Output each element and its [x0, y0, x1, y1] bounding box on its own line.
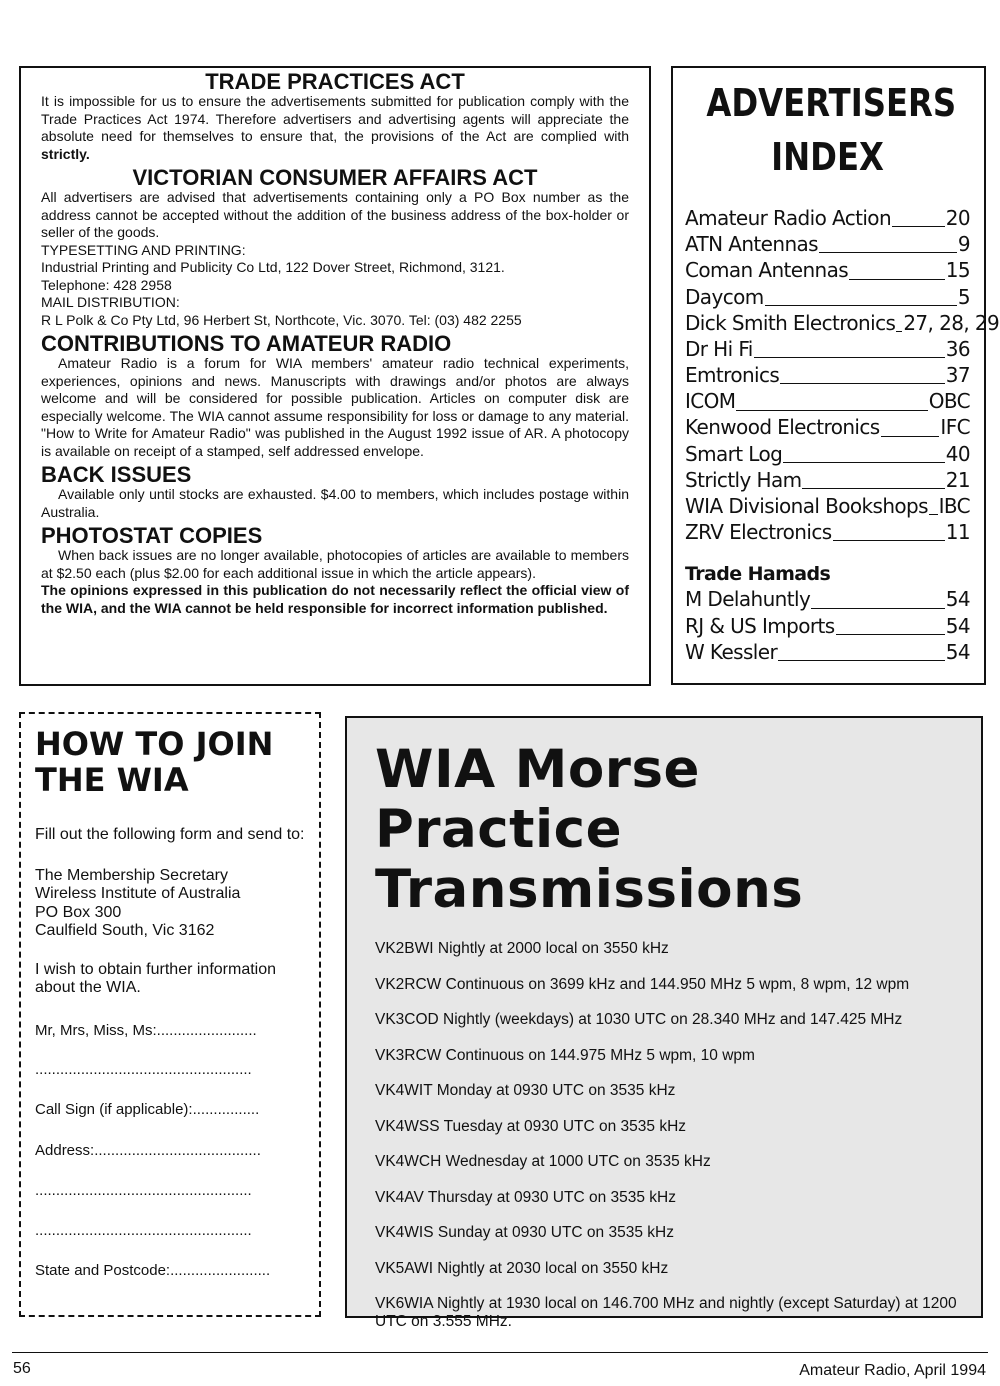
morse-schedule-item: VK4WIT Monday at 0930 UTC on 3535 kHz: [375, 1082, 676, 1099]
advertiser-page: 54: [945, 587, 970, 612]
advertiser-page: 54: [945, 639, 970, 664]
advertiser-row: [685, 205, 970, 231]
publication-name: Amateur Radio, April 1994: [799, 1362, 986, 1379]
page-number: 56: [13, 1360, 31, 1377]
address-line: Wireless Institute of Australia: [35, 885, 241, 902]
advertiser-page: 40: [945, 441, 970, 466]
footer-rule: [12, 1352, 988, 1353]
trade-practices-title: TRADE PRACTICES ACT: [205, 69, 465, 94]
advertiser-row: [685, 284, 970, 310]
address-line: Caulfield South, Vic 3162: [35, 922, 215, 939]
address-line: PO Box 300: [35, 903, 122, 921]
leader-line: [892, 226, 945, 227]
leader-line: [849, 279, 945, 280]
advertiser-row: [685, 467, 970, 493]
advertiser-name: Kenwood Electronics: [685, 415, 880, 440]
address-field-continued[interactable]: ....................................................: [35, 1181, 252, 1199]
advertiser-row: [685, 441, 970, 467]
advertiser-name: W Kessler: [685, 639, 778, 664]
advertiser-name: Dr Hi Fi: [685, 336, 753, 361]
advertiser-row: [685, 639, 970, 665]
state-postcode-field[interactable]: State and Postcode:........................: [35, 1261, 271, 1279]
leader-line: [929, 514, 938, 515]
leader-line: [780, 383, 945, 384]
address-field[interactable]: Address:........................................: [35, 1141, 261, 1159]
morse-schedule-item: VK4WCH Wednesday at 1000 UTC on 3535 kHz: [375, 1153, 711, 1170]
advertisers-title-line1: ADVERTISERS: [706, 81, 957, 125]
advertiser-name: Emtronics: [685, 363, 780, 388]
advertiser-name: ATN Antennas: [685, 232, 818, 257]
join-title-line2: THE WIA: [35, 761, 189, 799]
leader-line: [896, 331, 902, 332]
advertiser-name: Dick Smith Electronics: [685, 310, 896, 335]
photostat-text: When back issues are no longer available, photocopies of articles are available to members at $2.50 each (plus $2.00 for each additional issue in which the article appears).: [41, 547, 629, 581]
typesetting-phone: Telephone: 428 2958: [41, 276, 172, 293]
morse-practice-box: [345, 716, 983, 1330]
leader-line: [881, 436, 940, 437]
advertiser-page: 11: [945, 520, 970, 545]
advertiser-page: 27, 28, 29: [903, 310, 1000, 335]
mail-text: R L Polk & Co Pty Ltd, 96 Herbert St, Northcote, Vic. 3070. Tel: (03) 482 2255: [41, 311, 522, 328]
advertiser-page: IBC: [938, 494, 970, 519]
advertiser-page: 5: [957, 284, 970, 309]
advertiser-page: 54: [945, 613, 970, 638]
leader-line: [736, 410, 927, 411]
leader-line: [754, 357, 945, 358]
join-instruction: Fill out the following form and send to:: [35, 826, 305, 843]
advertiser-page: 37: [945, 363, 970, 388]
advertiser-row: [685, 336, 970, 362]
advertiser-name: Strictly Ham: [685, 467, 802, 492]
advertiser-name: WIA Divisional Bookshops: [685, 494, 928, 519]
disclaimer-text: The opinions expressed in this publication do not necessarily reflect the official view of the WIA, and the WIA cannot be held responsible for incorrect information published.: [41, 582, 629, 616]
leader-line: [778, 660, 945, 661]
leader-line: [765, 305, 957, 306]
advertiser-row: [685, 310, 1000, 336]
morse-schedule-item: VK3COD Nightly (weekdays) at 1030 UTC on 28.340 MHz and 147.425 MHz: [375, 1011, 903, 1028]
advertiser-name: Amateur Radio Action: [685, 205, 892, 230]
advertiser-row: [685, 388, 970, 414]
advertiser-page: IFC: [940, 415, 970, 440]
join-address: [35, 867, 305, 941]
typesetting-text: Industrial Printing and Publicity Co Ltd, 122 Dover Street, Richmond, 3121.: [41, 259, 505, 275]
advertiser-page: OBC: [928, 389, 970, 414]
morse-schedule-item: VK6WIA Nightly at 1930 local on 146.700 MHz and nightly (except Saturday) at 1200 UTC on 3.555 MHz.: [375, 1295, 957, 1330]
mail-heading: MAIL DISTRIBUTION:: [41, 294, 180, 310]
typesetting-heading: TYPESETTING AND PRINTING:: [41, 241, 246, 258]
photostat-title: PHOTOSTAT COPIES: [41, 523, 263, 548]
advertiser-row: [685, 362, 970, 388]
notices-box: [19, 66, 651, 686]
trade-practices-text: [41, 93, 629, 163]
advertiser-name: Smart Log: [685, 441, 783, 466]
trade-hamads-list: [685, 586, 970, 665]
advertisers-index-box: [671, 66, 1000, 685]
back-issues-text: Available only until stocks are exhausted. $4.00 to members, which includes postage within Australia.: [41, 486, 629, 520]
trade-hamads-title: Trade Hamads: [685, 563, 831, 586]
contributions-title: CONTRIBUTIONS TO AMATEUR RADIO: [41, 331, 452, 356]
morse-schedule-item: VK4AV Thursday at 0930 UTC on 3535 kHz: [375, 1188, 676, 1206]
call-sign-field[interactable]: Call Sign (if applicable):................: [35, 1100, 260, 1118]
morse-schedule-item: VK5AWI Nightly at 2030 local on 3550 kHz: [375, 1259, 669, 1277]
consumer-affairs-text: All advertisers are advised that advertisements containing only a PO Box number as the address cannot be accepted without the addition of the business address of the box-holder or seller of the goods.: [41, 189, 629, 240]
advertisers-title-line2: INDEX: [771, 135, 884, 179]
address-line: The Membership Secretary: [35, 866, 228, 884]
advertiser-name: Daycom: [685, 284, 764, 309]
join-info-text: I wish to obtain further information about the WIA.: [35, 960, 277, 996]
advertiser-page: 21: [945, 467, 970, 492]
morse-schedule-item: VK4WSS Tuesday at 0930 UTC on 3535 kHz: [375, 1117, 687, 1135]
advertiser-row: [685, 231, 970, 257]
contributions-text: Amateur Radio is a forum for WIA members' amateur radio technical experiments, experiences, opinions and news. Manuscripts with drawings and/or photos are always welcome and will be considered for possible publication. Articles on computer disk are especially welcome. The WIA cannot assume responsibility for loss or damage to any material. "How to Write for Amateur Radio" was published in the August 1992 issue of AR. A photocopy is available on receipt of a stamped, self addressed envelope.: [41, 355, 629, 459]
leader-line: [836, 634, 945, 635]
advertisers-list: [685, 205, 1000, 545]
advertiser-name: M Delahuntly: [685, 587, 811, 612]
advertiser-row: [685, 493, 970, 519]
join-title-line1: HOW TO JOIN: [35, 725, 274, 763]
advertiser-row: [685, 519, 970, 545]
advertiser-name: Coman Antennas: [685, 258, 849, 283]
how-to-join-box: [19, 712, 321, 1317]
trade-practices-strong: strictly.: [41, 145, 90, 162]
back-issues-title: BACK ISSUES: [41, 462, 192, 487]
address-field-continued[interactable]: ....................................................: [35, 1221, 252, 1239]
advertiser-row: [685, 586, 970, 612]
advertiser-name: RJ & US Imports: [685, 613, 835, 638]
morse-schedule-item: VK3RCW Continuous on 144.975 MHz 5 wpm, 10 wpm: [375, 1046, 755, 1064]
morse-title-line1: WIA Morse Practice: [375, 739, 700, 860]
advertiser-row: [685, 613, 970, 639]
morse-schedule-item: VK4WIS Sunday at 0930 UTC on 3535 kHz: [375, 1224, 674, 1241]
leader-line: [833, 540, 945, 541]
advertiser-name: ICOM: [685, 389, 736, 414]
advertiser-name: ZRV Electronics: [685, 520, 832, 545]
leader-line: [802, 488, 944, 489]
morse-schedule-item: VK2RCW Continuous on 3699 kHz and 144.950 MHz 5 wpm, 8 wpm, 12 wpm: [375, 975, 910, 993]
advertiser-row: [685, 257, 970, 283]
advertiser-page: 36: [945, 336, 970, 361]
advertiser-page: 15: [945, 258, 970, 283]
leader-line: [783, 462, 945, 463]
morse-title-line2: Transmissions: [375, 859, 804, 920]
advertiser-page: 9: [957, 232, 970, 257]
morse-schedule-list: [375, 940, 965, 1331]
morse-schedule-item: VK2BWI Nightly at 2000 local on 3550 kHz: [375, 940, 669, 957]
name-field-continued[interactable]: ....................................................: [35, 1060, 252, 1078]
advertiser-row: [685, 415, 970, 441]
name-field[interactable]: Mr, Mrs, Miss, Ms:........................: [35, 1021, 257, 1039]
trade-practices-body: It is impossible for us to ensure the advertisements submitted for publication comply with the Trade Practices Act 1974. Therefore advertisers and advertising agents will appreciate the absolute need for themselves to ensure that, the provisions of the Act are complied with: [41, 93, 629, 144]
consumer-affairs-title: VICTORIAN CONSUMER AFFAIRS ACT: [132, 165, 538, 190]
advertiser-page: 20: [945, 205, 970, 230]
leader-line: [811, 608, 945, 609]
leader-line: [819, 252, 957, 253]
